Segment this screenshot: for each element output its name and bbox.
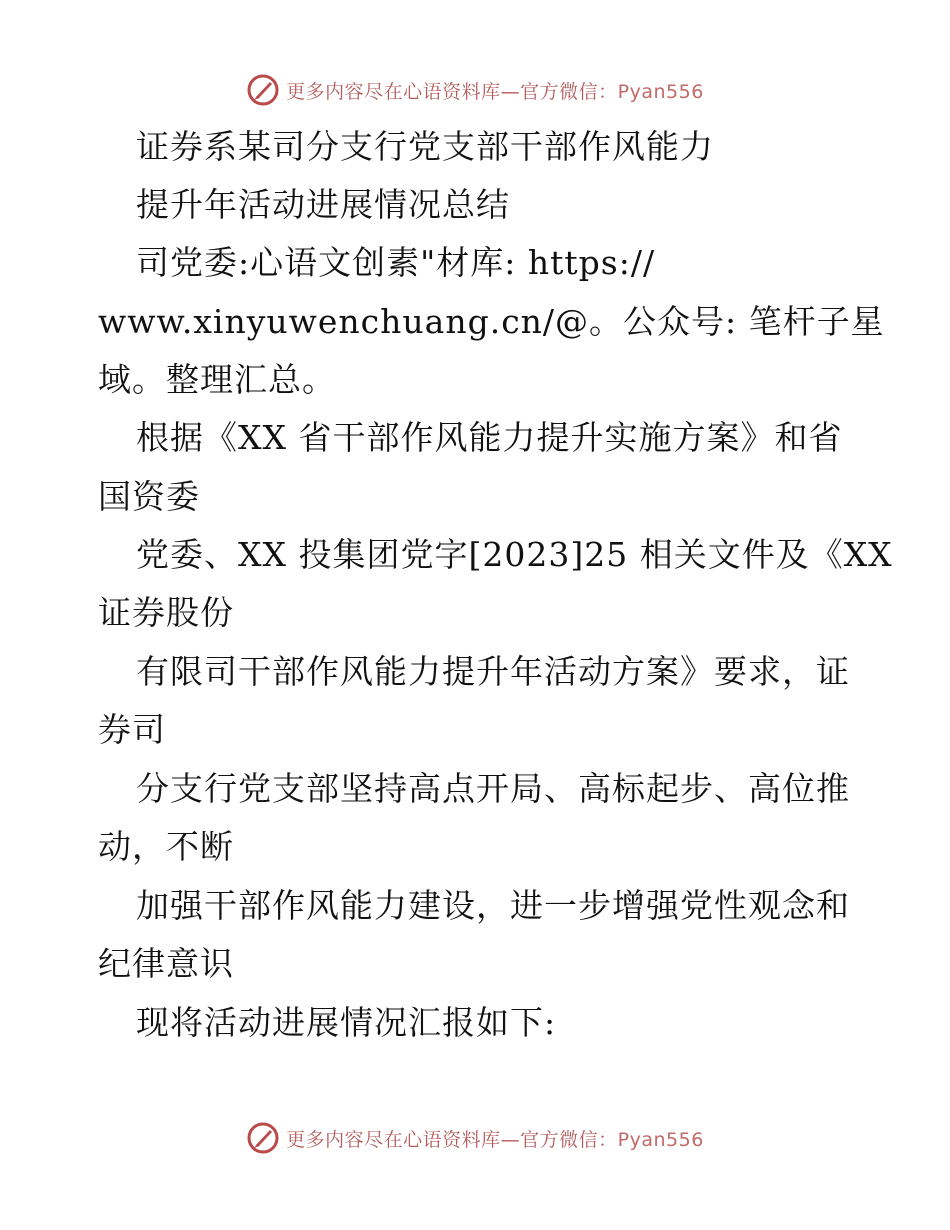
banner-text: 更多内容尽在心语资料库—官方微信：Pyan556 xyxy=(286,80,704,103)
paragraph-line: 现将活动进展情况汇报如下: xyxy=(136,1003,557,1042)
paragraph-line: 加强干部作风能力建设，进一步增强党性观念和 xyxy=(136,886,850,925)
paragraph-line: 域。整理汇总。 xyxy=(98,360,336,399)
paragraph-line: 动，不断 xyxy=(98,827,234,866)
banner-wechat-id: Pyan556 xyxy=(617,1128,704,1151)
quill-seal-icon xyxy=(246,1121,280,1155)
paragraph-line: 党委、XX 投集团党字[2023]25 相关文件及《XX xyxy=(136,535,893,574)
document-title-line-1: 证券系某司分支行党支部干部作风能力 xyxy=(136,127,714,166)
paragraph-line: 券司 xyxy=(98,710,166,749)
paragraph-line: 司党委:心语文创素"材库: https:// xyxy=(136,243,656,282)
paragraph-line: www.xinyuwenchuang.cn/@。公众号: 笔杆子星 xyxy=(98,302,885,341)
paragraph-line: 有限司干部作风能力提升年活动方案》要求，证 xyxy=(136,652,850,691)
paragraph-line: 证券股份 xyxy=(98,593,234,632)
footer-banner xyxy=(0,1118,950,1158)
paragraph-line: 国资委 xyxy=(98,477,200,516)
banner-text: 更多内容尽在心语资料库—官方微信：Pyan556 xyxy=(286,1128,704,1151)
paragraph-line: 纪律意识 xyxy=(98,944,234,983)
paragraph-line: 分支行党支部坚持高点开局、高标起步、高位推 xyxy=(136,769,850,808)
paragraph-line: 根据《XX 省干部作风能力提升实施方案》和省 xyxy=(136,418,843,457)
document-title-line-2: 提升年活动进展情况总结 xyxy=(136,185,510,224)
banner-wechat-id: Pyan556 xyxy=(617,80,704,103)
